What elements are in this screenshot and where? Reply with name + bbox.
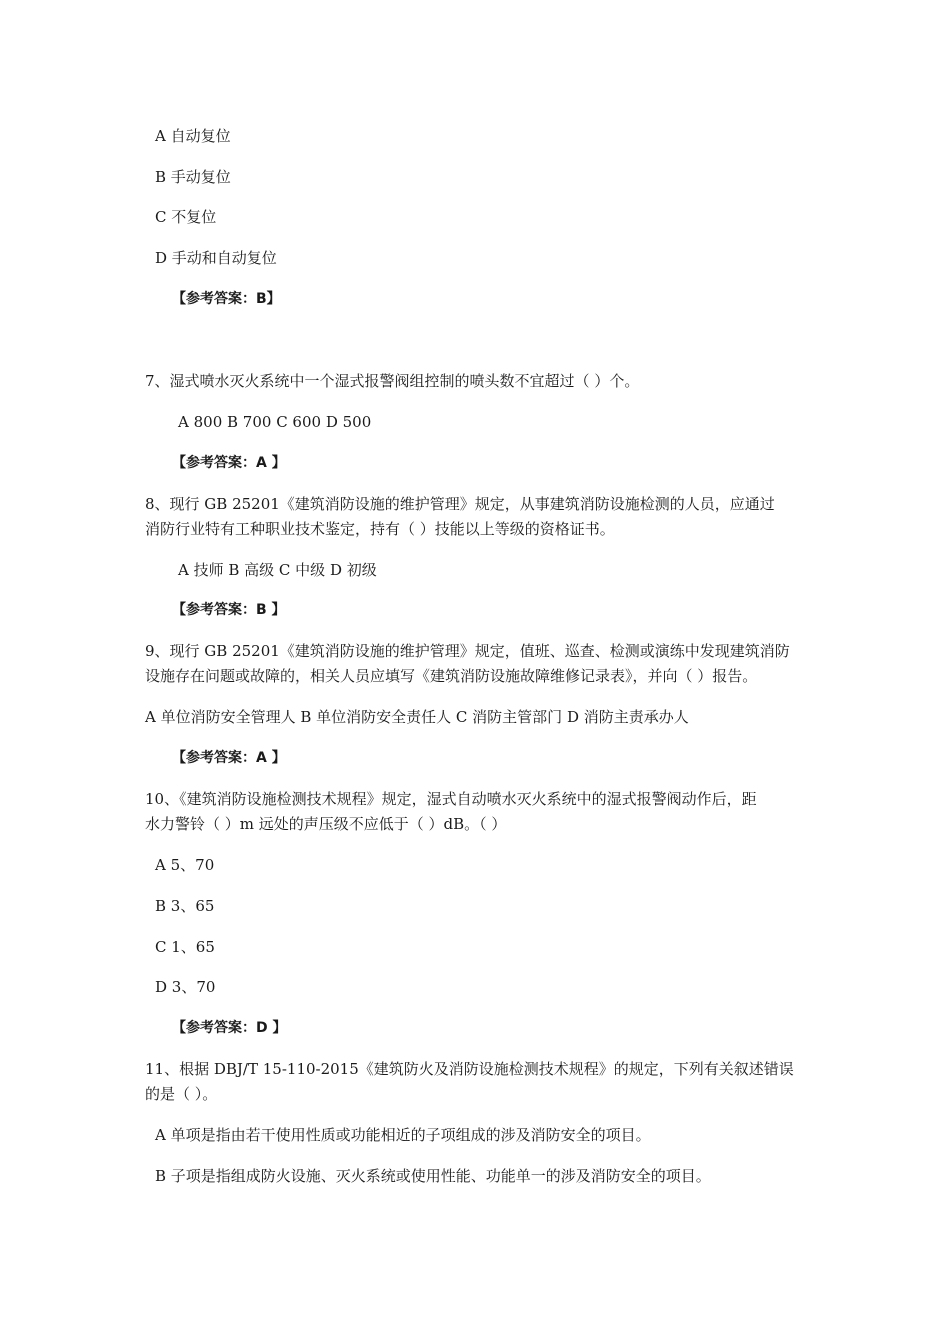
question-8-cont: 消防行业特有工种职业技术鉴定，持有（ ）技能以上等级的资格证书。 [145,520,615,538]
option-c: C 不复位 [155,208,217,226]
question-8: 8、现行 GB 25201《建筑消防设施的维护管理》规定，从事建筑消防设施检测的人员，应通过 [145,495,775,513]
answer: 【参考答案：A 】 [172,455,286,471]
option-a: A 单项是指由若干使用性质或功能相近的子项组成的涉及消防安全的项目。 [155,1126,651,1144]
question-11: 11、根据 DBJ/T 15-110-2015《建筑防火及消防设施检测技术规程》的规定，下列有关叙述错误 [145,1060,794,1078]
answer: 【参考答案：B】 [172,291,281,307]
question-7: 7、湿式喷水灭火系统中一个湿式报警阀组控制的喷头数不宜超过（ ）个。 [145,372,640,390]
answer: 【参考答案：D 】 [172,1020,287,1036]
question-9-cont: 设施存在问题或故障的，相关人员应填写《建筑消防设施故障维修记录表》，并向（ ）报告。 [145,667,758,685]
options: A 800 B 700 C 600 D 500 [178,413,372,431]
option-a: A 自动复位 [155,127,231,145]
options: A 单位消防安全管理人 B 单位消防安全责任人 C 消防主管部门 D 消防主责承办人 [145,708,689,726]
question-10-cont: 水力警铃（ ）m 远处的声压级不应低于（ ）dB。（ ） [145,815,507,833]
question-10: 10、《建筑消防设施检测技术规程》规定，湿式自动喷水灭火系统中的湿式报警阀动作后，距 [145,790,757,808]
question-11-cont: 的是（ ）。 [145,1085,218,1103]
answer: 【参考答案：B 】 [172,602,286,618]
option-c: C 1、65 [155,938,215,956]
option-b: B 3、65 [155,897,215,915]
answer: 【参考答案：A 】 [172,750,286,766]
question-9: 9、现行 GB 25201《建筑消防设施的维护管理》规定，值班、巡查、检测或演练中发现建筑消防 [145,642,790,660]
option-b: B 子项是指组成防火设施、灭火系统或使用性能、功能单一的涉及消防安全的项目。 [155,1167,711,1185]
option-d: D 3、70 [155,978,216,996]
option-b: B 手动复位 [155,168,231,186]
option-a: A 5、70 [155,856,215,874]
options: A 技师 B 高级 C 中级 D 初级 [178,561,377,579]
option-d: D 手动和自动复位 [155,249,277,267]
